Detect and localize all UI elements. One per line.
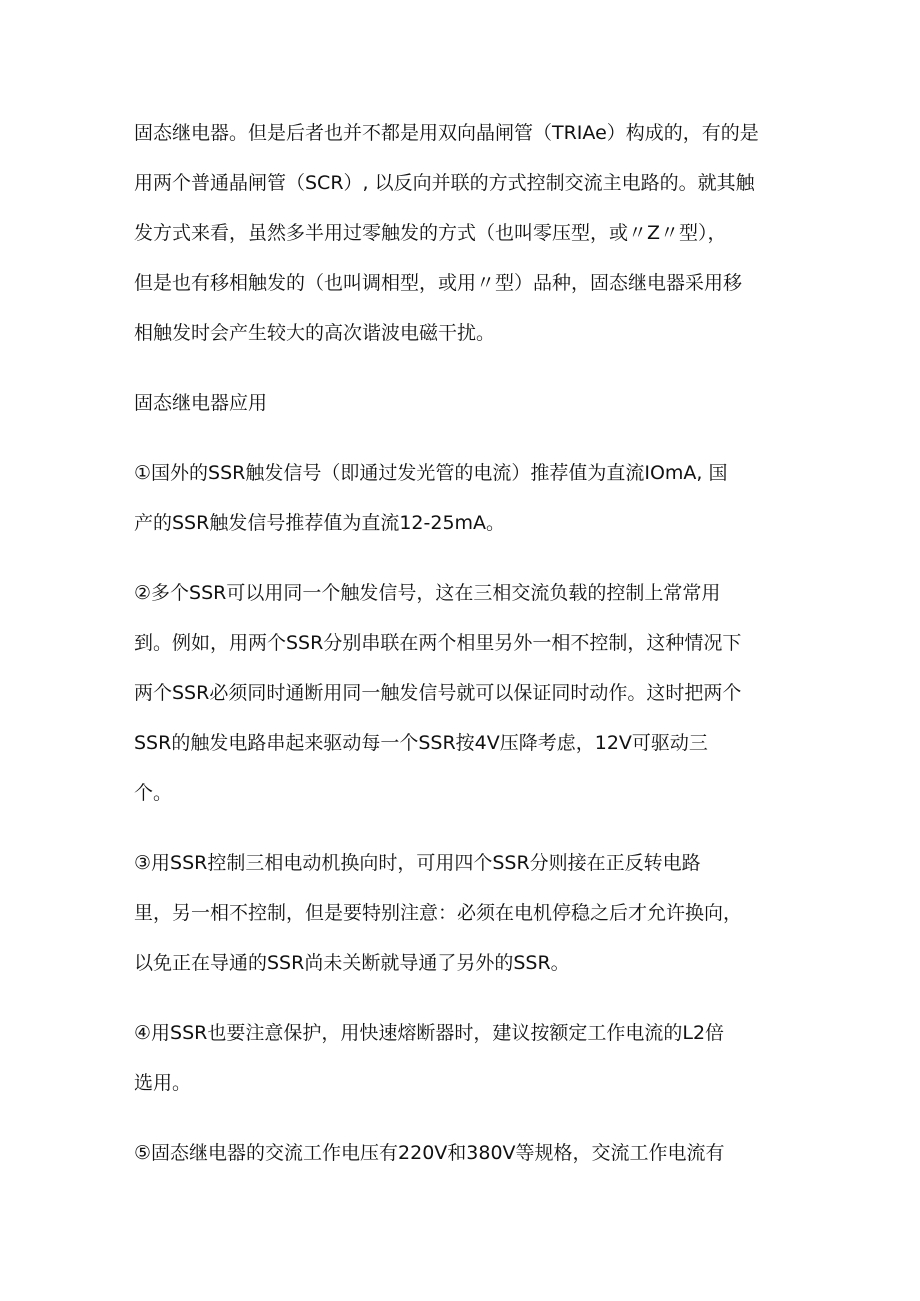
paragraph-item-2 [134, 568, 794, 818]
paragraph-intro [134, 108, 794, 358]
text-line: 发方式来看，虽然多半用过零触发的方式（也叫零压型，或〃Z〃型）， [134, 222, 727, 244]
text-line: 产的SSR触发信号推荐值为直流12-25mA。 [134, 512, 506, 534]
paragraph-item-3 [134, 838, 794, 988]
text-line: 相触发时会产生较大的高次谐波电磁干扰。 [134, 322, 496, 344]
section-heading [134, 378, 794, 428]
text-line: SSR的触发电路串起来驱动每一个SSR按4V压降考虑，12V可驱动三 [134, 732, 708, 754]
text-line: ④用SSR也要注意保护，用快速熔断器时，建议按额定工作电流的L2倍 [134, 1022, 725, 1044]
text-line: 固态继电器应用 [134, 392, 268, 414]
text-line: 选用。 [134, 1072, 192, 1094]
paragraph-item-5 [134, 1128, 794, 1178]
text-line: ②多个SSR可以用同一个触发信号，这在三相交流负载的控制上常常用 [134, 582, 721, 604]
text-line: ⑤固态继电器的交流工作电压有220V和380V等规格，交流工作电流有 [134, 1142, 725, 1164]
paragraph-item-1 [134, 448, 794, 548]
text-line: 里，另一相不控制，但是要特别注意：必须在电机停稳之后才允许换向， [134, 902, 743, 924]
text-line: 以免正在导通的SSR尚未关断就导通了另外的SSR。 [134, 952, 570, 974]
text-line: 个。 [134, 782, 173, 804]
paragraph-item-4 [134, 1008, 794, 1108]
document-page [134, 108, 794, 1178]
text-line: 但是也有移相触发的（也叫调相型，或用〃型）品种，固态继电器采用移 [134, 272, 743, 294]
text-line: 用两个普通晶闸管（SCR）, 以反向并联的方式控制交流主电路的。就其触 [134, 172, 755, 194]
text-line: 固态继电器。但是后者也并不都是用双向晶闸管（TRIAe）构成的，有的是 [134, 122, 759, 144]
text-line: ③用SSR控制三相电动机换向时，可用四个SSR分则接在正反转电路 [134, 852, 701, 874]
text-line: 到。例如，用两个SSR分别串联在两个相里另外一相不控制，这种情况下 [134, 632, 742, 654]
text-line: 两个SSR必须同时通断用同一触发信号就可以保证同时动作。这时把两个 [134, 682, 742, 704]
text-line: ①国外的SSR触发信号（即通过发光管的电流）推荐值为直流IOmA, 国 [134, 462, 728, 484]
